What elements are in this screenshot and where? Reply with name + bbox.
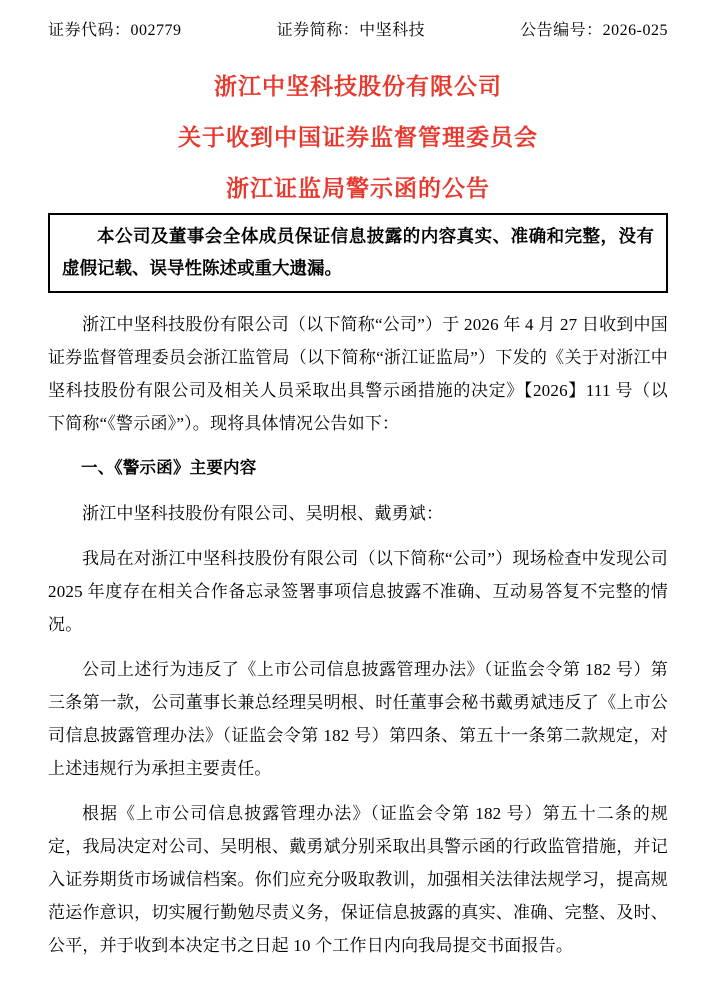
announcement-number-label: 公告编号： [520, 22, 603, 39]
title-line-announcement: 浙江证监局警示函的公告 [226, 176, 490, 201]
stock-code-label: 证券代码： [48, 22, 131, 39]
stock-code-value: 002779 [130, 22, 182, 39]
paragraph-findings: 我局在对浙江中坚科技股份有限公司（以下简称“公司”）现场检查中发现公司 2025 年度存在相关合作备忘录签署事项信息披露不准确、互动易答复不完整的情况。 [48, 549, 668, 634]
section-heading-warning-letter-content: 一、《警示函》主要内容 [81, 459, 257, 477]
stock-abbr [277, 20, 426, 42]
truthfulness-statement-box: 本公司及董事会全体成员保证信息披露的内容真实、准确和完整，没有虚假记载、误导性陈述或重大遗漏。 [48, 213, 668, 293]
paragraph-addressees: 浙江中坚科技股份有限公司、吴明根、戴勇斌： [82, 504, 444, 523]
stock-code [48, 20, 182, 42]
stock-abbr-value: 中坚科技 [359, 22, 426, 39]
paragraph-intro: 浙江中坚科技股份有限公司（以下简称“公司”）于 2026 年 4 月 27 日收到中国证券监督管理委员会浙江监管局（以下简称“浙江证监局”）下发的《关于对浙江中坚科技股份有限公司及相关人员采取出具警示函措施的决定》【2026】111 号（以下简称“《警示函》”）。现将具体情况公告如下： [48, 315, 668, 433]
announcement-number-value: 2026-025 [602, 22, 668, 39]
paragraph-measures: 根据《上市公司信息披露管理办法》（证监会令第 182 号）第五十二条的规定，我局决定对公司、吴明根、戴勇斌分别采取出具警示函的行政监管措施，并记入证券期货市场诚信档案。你们应充分吸取教训，加强相关法律法规学习，提高规范运作意识，切实履行勤勉尽责义务，保证信息披露的真实、准确、完整、及时、公平，并于收到本决定书之日起 10 个工作日内向我局提交书面报告。 [48, 804, 668, 955]
document-title [48, 75, 668, 200]
document-header-row [48, 20, 668, 42]
title-line-subject: 关于收到中国证券监督管理委员会 [178, 125, 538, 150]
document-body [48, 308, 668, 962]
stock-abbr-label: 证券简称： [276, 22, 360, 39]
title-line-company: 浙江中坚科技股份有限公司 [214, 74, 502, 99]
announcement-number [520, 20, 668, 42]
paragraph-violations: 公司上述行为违反了《上市公司信息披露管理办法》（证监会令第 182 号）第三条第一款，公司董事长兼总经理吴明根、时任董事会秘书戴勇斌违反了《上市公司信息披露管理办法》（证监会令第 182 号）第四条、第五十一条第二款规定，对上述违规行为承担主要责任。 [48, 660, 668, 778]
